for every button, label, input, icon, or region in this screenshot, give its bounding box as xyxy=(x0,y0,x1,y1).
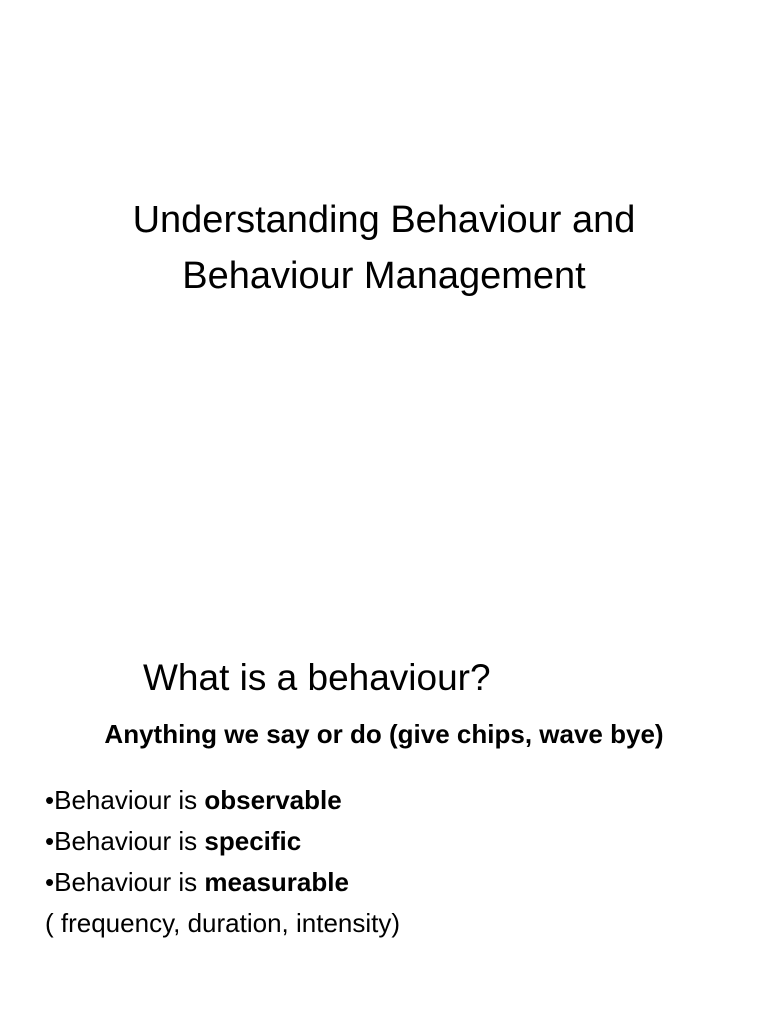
bullet-emphasis: specific xyxy=(204,826,302,856)
bullet-text: •Behaviour is xyxy=(45,867,205,897)
bullet-list xyxy=(45,780,400,944)
slide-subheading: Anything we say or do (give chips, wave bye) xyxy=(104,719,664,749)
bullet-note: ( frequency, duration, intensity) xyxy=(45,908,401,938)
title-line-1: Understanding Behaviour and xyxy=(132,199,636,241)
bullet-emphasis: measurable xyxy=(204,867,349,897)
slide-title-heading xyxy=(0,192,768,304)
bullet-item xyxy=(45,862,400,903)
bullet-item xyxy=(45,780,400,821)
slide-heading: What is a behaviour? xyxy=(143,657,491,698)
slide-what-is-behaviour xyxy=(0,512,768,1024)
title-line-2: Behaviour Management xyxy=(182,255,586,297)
bullet-item xyxy=(45,821,400,862)
bullet-text: •Behaviour is xyxy=(45,826,205,856)
bullet-emphasis: observable xyxy=(204,785,342,815)
bullet-text: •Behaviour is xyxy=(45,785,205,815)
